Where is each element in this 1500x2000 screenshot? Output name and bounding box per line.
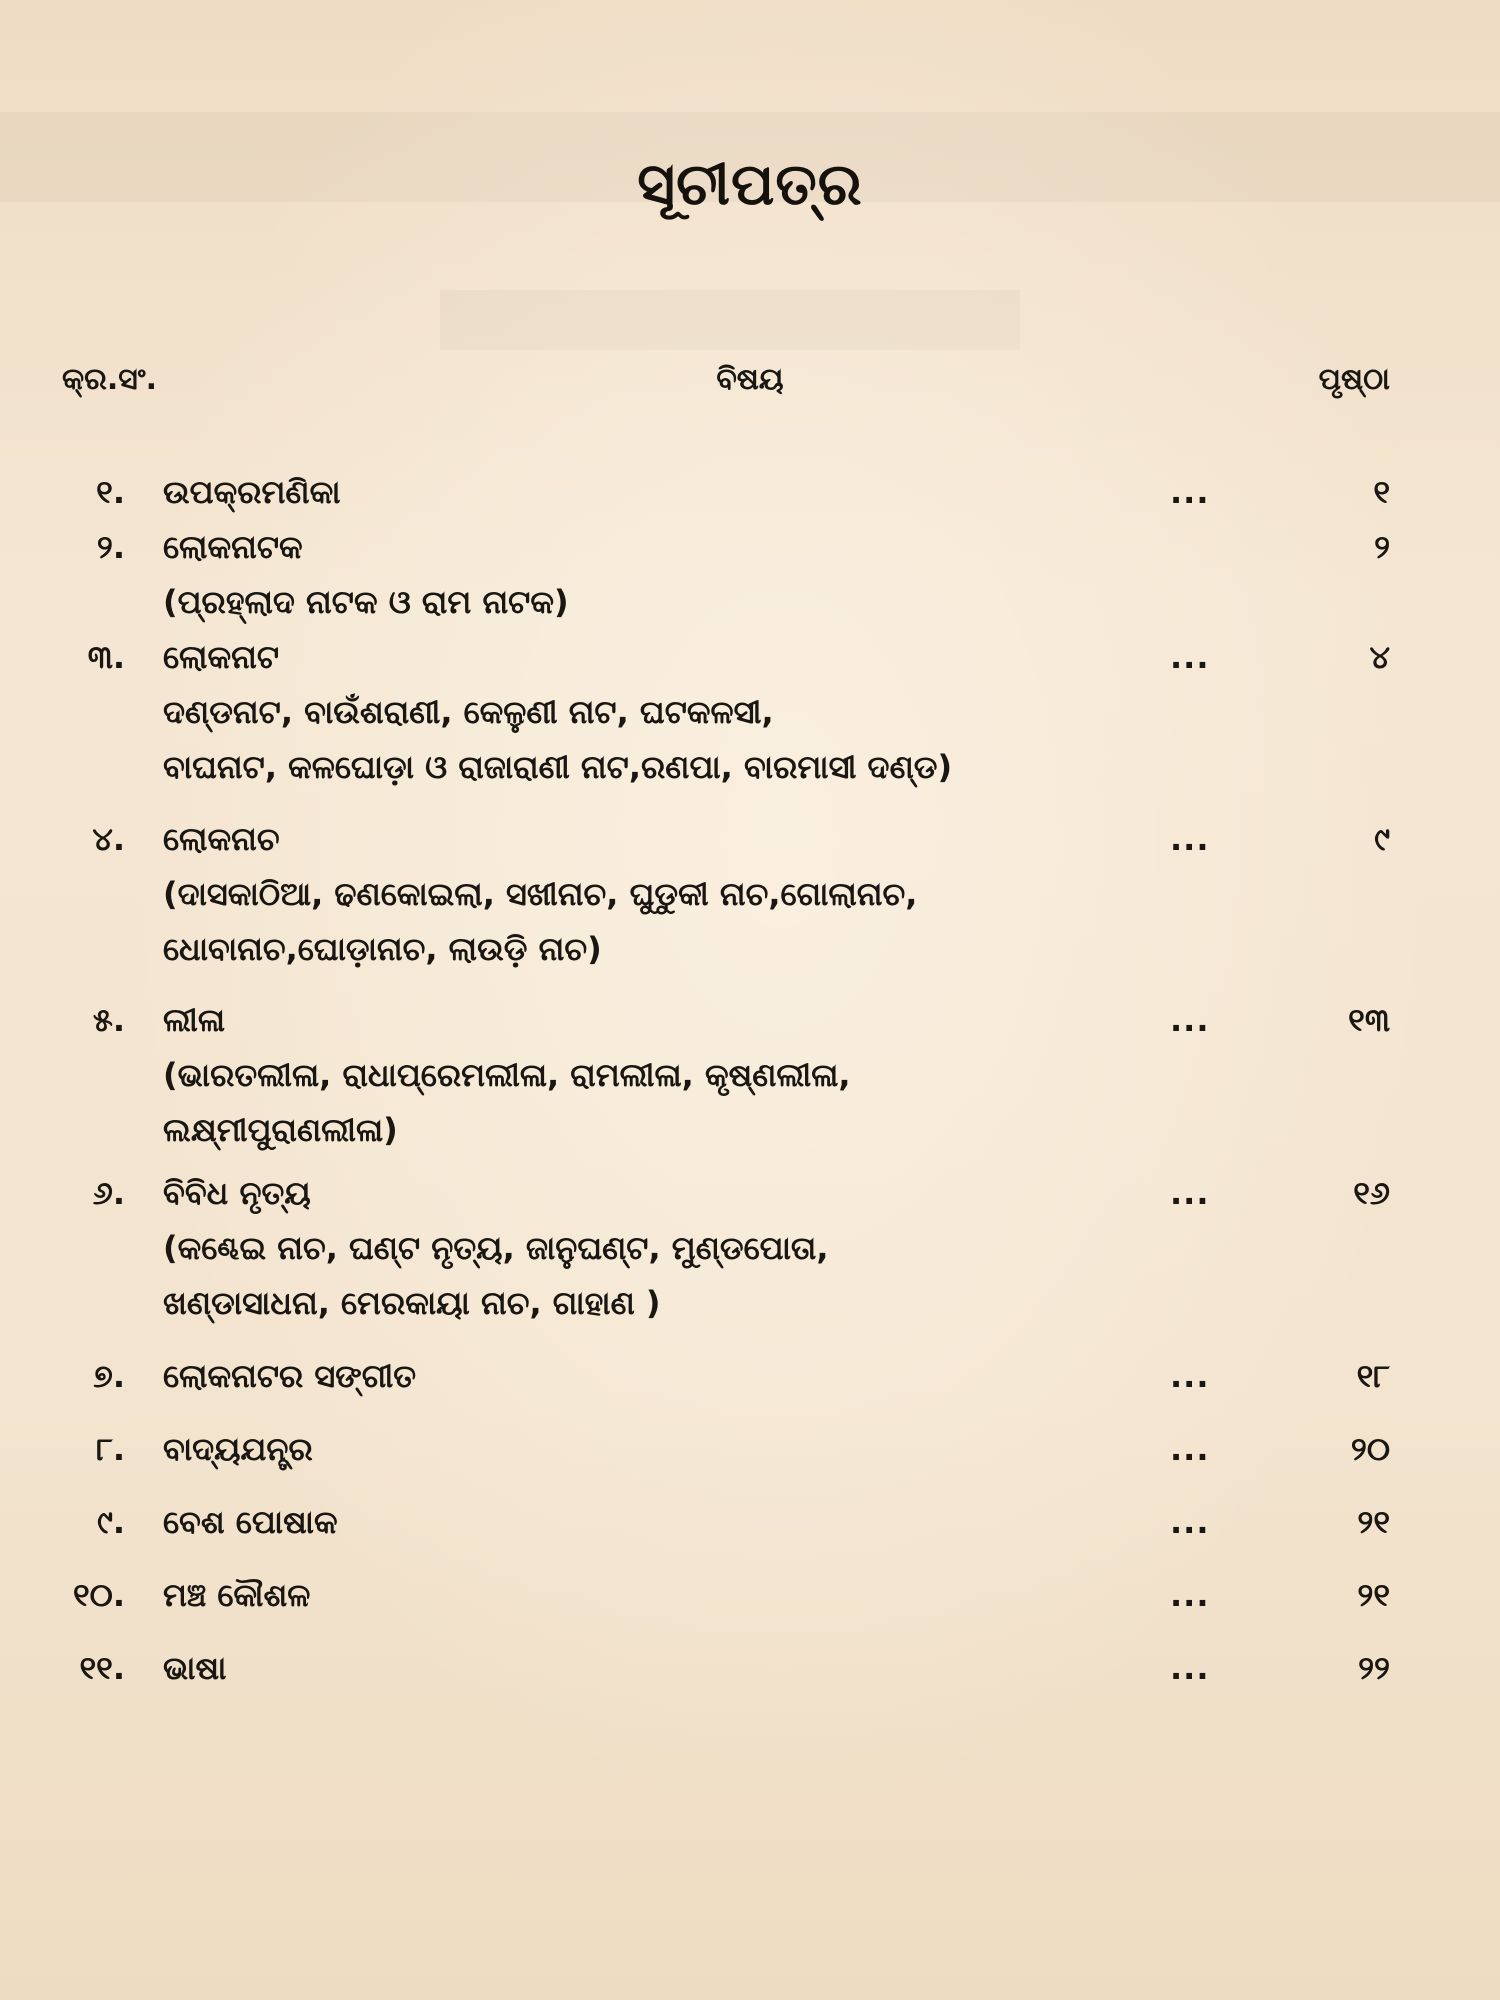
toc-entry (0, 1495, 1500, 1550)
entry-page-number: ୨୧ (1357, 1576, 1390, 1614)
entry-title: ଭାଷା (163, 1649, 227, 1687)
entry-subtopics: (ଦାସକାଠିଆ, ଢଣକୋଇଲା, ସଖୀନାଚ, ଘୁଡୁକୀ ନାଚ,ଗୋଲାନାଚ, (163, 875, 918, 913)
entry-title: ବିବିଧ ନୃତ୍ୟ (163, 1174, 311, 1212)
entry-number: ୮. (96, 1430, 125, 1468)
column-header-page: ପୃଷ୍ଠା (1318, 362, 1390, 397)
toc-entry (0, 520, 1500, 630)
toc-entry (0, 993, 1500, 1158)
entry-page-number: ୨୧ (1357, 1503, 1390, 1541)
entry-title: ଲୋକନାଟକ (163, 528, 303, 566)
entry-page-number: ୧୮ (1356, 1357, 1390, 1395)
entry-title: ମଞ୍ଚ କୌଶଳ (163, 1576, 311, 1614)
entry-number: ୫. (92, 1001, 125, 1039)
page-title: ସୂଚୀପତ୍ର (637, 150, 863, 218)
entry-subtopics: ଧୋବାନାଚ,ଘୋଡ଼ାନାଚ, ଲାଉଡ଼ି ନାଚ) (163, 930, 602, 968)
entry-number: ୧. (96, 473, 125, 511)
toc-entry (0, 1422, 1500, 1477)
entry-page-number: ୨ (1374, 528, 1390, 566)
entry-leader-dots: ... (1170, 1576, 1210, 1614)
entry-subtopics: ବାଘନାଟ, କଳଘୋଡ଼ା ଓ ରାଜାରାଣୀ ନାଟ,ରଣପା, ବାରମାସୀ ଦଣ୍ଡ) (163, 748, 953, 786)
entry-number: ୯. (96, 1503, 125, 1541)
entry-page-number: ୧୬ (1353, 1174, 1390, 1212)
entry-subtopics: (ଭାରତଲୀଳା, ରାଧାପ୍ରେମଲୀଳା, ରାମଲୀଳା, କୃଷ୍ଣଲୀଳା, (163, 1056, 851, 1094)
toc-entry (0, 630, 1500, 795)
entry-title: ଲୋକନାଟ (163, 638, 280, 676)
entry-subtopics: (କଣ୍ଢେଇ ନାଚ, ଘଣ୍ଟ ନୃତ୍ୟ, ଜାନୁଘଣ୍ଟ, ମୁଣ୍ଡପୋତା, (163, 1229, 829, 1267)
entry-leader-dots: ... (1170, 1001, 1210, 1039)
bleed-through-shadow (440, 290, 1020, 350)
entry-number: ୬. (92, 1174, 125, 1212)
entry-leader-dots: ... (1170, 1649, 1210, 1687)
entry-page-number: ୧୩ (1348, 1001, 1390, 1039)
column-header-subject: ବିଷୟ (716, 362, 784, 397)
entry-leader-dots: ... (1170, 473, 1210, 511)
entry-number: ୧୧. (79, 1649, 125, 1687)
entry-title: ବାଦ୍ୟଯନ୍ତ୍ର (163, 1430, 313, 1468)
toc-entry (0, 1166, 1500, 1331)
entry-number: ୨. (96, 528, 125, 566)
entry-page-number: ୨୨ (1358, 1649, 1390, 1687)
entry-leader-dots: ... (1170, 1174, 1210, 1212)
toc-entry (0, 465, 1500, 520)
entry-title: ଉପକ୍ରମଣିକା (163, 473, 341, 511)
entry-leader-dots: ... (1170, 1357, 1210, 1395)
entry-title: ଲୋକନାଟର ସଙ୍ଗୀତ (163, 1357, 417, 1395)
entry-page-number: ୧ (1373, 473, 1390, 511)
entry-number: ୪. (92, 820, 125, 858)
toc-entry (0, 1349, 1500, 1404)
entry-title: ବେଶ ପୋଷାକ (163, 1503, 338, 1541)
entry-subtopics: ଖଣ୍ଡାସାଧନା, ମେରକାୟା ନାଚ, ଗାହାଣ ) (163, 1284, 661, 1322)
entry-subtopics: ଲକ୍ଷ୍ମୀପୁରାଣଲୀଳା) (163, 1111, 398, 1149)
entry-number: ୭. (93, 1357, 125, 1395)
entry-page-number: ୯ (1374, 820, 1390, 858)
toc-entry (0, 1568, 1500, 1623)
entry-leader-dots: ... (1170, 638, 1210, 676)
toc-entry (0, 1641, 1500, 1696)
entry-leader-dots: ... (1170, 820, 1210, 858)
entry-page-number: ୨୦ (1350, 1430, 1390, 1468)
entry-leader-dots: ... (1170, 1430, 1210, 1468)
entry-page-number: ୪ (1369, 638, 1390, 676)
entry-title: ଲୋକନାଚ (163, 820, 280, 858)
entry-subtopics: ଦଣ୍ଡନାଟ, ବାଉଁଶରାଣୀ, କେଳୁଣୀ ନାଟ, ଘଟକଳସୀ, (163, 693, 774, 731)
toc-entry (0, 812, 1500, 977)
column-header-number: କ୍ର.ସଂ. (62, 362, 157, 397)
entry-title: ଲୀଳା (163, 1001, 225, 1039)
entry-subtopics: (ପ୍ରହ୍ଲାଦ ନାଟକ ଓ ରାମ ନାଟକ) (163, 583, 569, 621)
entry-number: ୧୦. (73, 1576, 125, 1614)
entry-number: ୩. (87, 638, 125, 676)
entry-leader-dots: ... (1170, 1503, 1210, 1541)
